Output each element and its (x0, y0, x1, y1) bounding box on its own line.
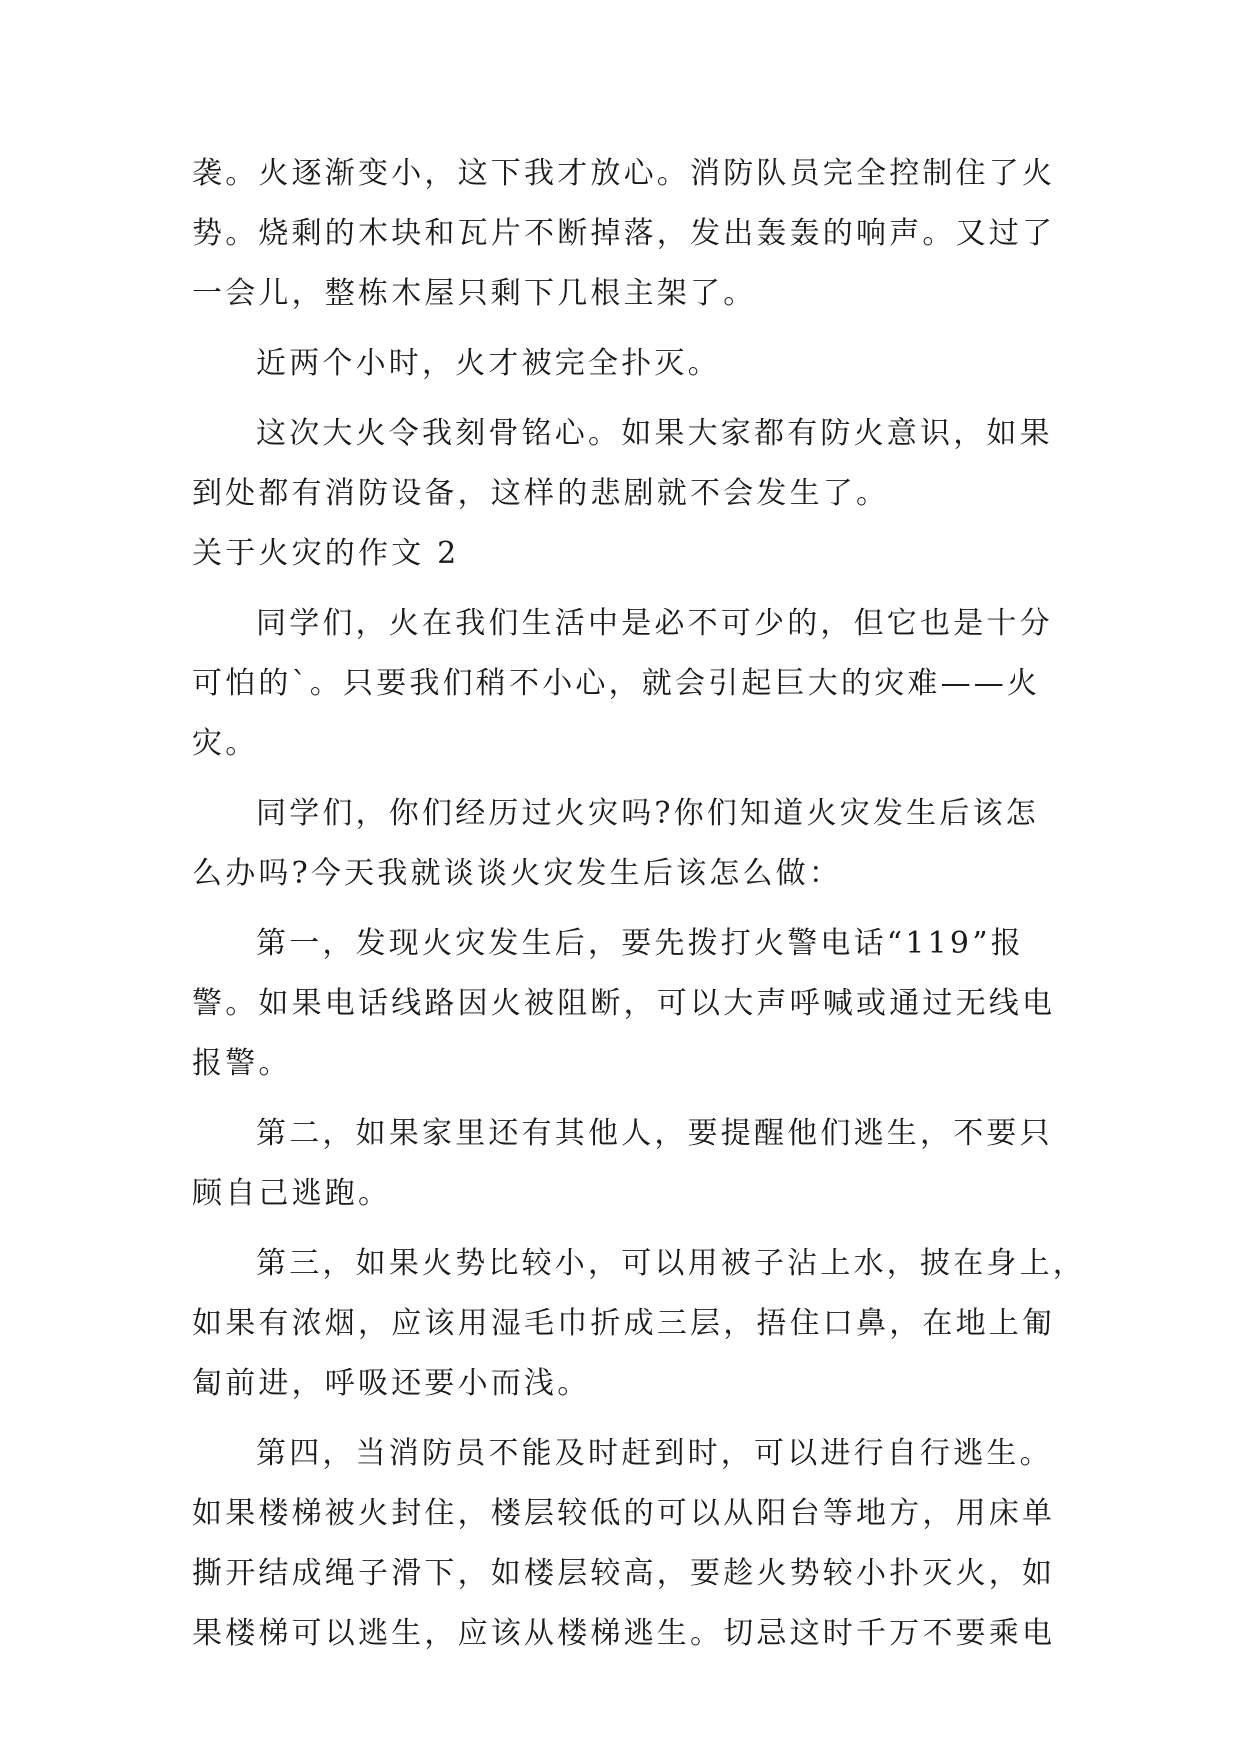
text-line: 近两个小时，火才被完全扑灭。 (256, 346, 721, 381)
text-line: 袭。火逐渐变小，这下我才放心。消防队员完全控制住了火 (192, 156, 1056, 191)
text-line: 如果有浓烟，应该用湿毛巾折成三层，捂住口鼻，在地上匍 (192, 1306, 1056, 1341)
text-line: 可怕的`。只要我们稍不小心，就会引起巨大的灾难——火 (192, 666, 1041, 701)
text-line: 灾。 (192, 726, 259, 761)
text-line: 顾自己逃跑。 (192, 1176, 392, 1211)
text-line: 同学们，火在我们生活中是必不可少的，但它也是十分 (256, 606, 1053, 641)
text-line: 么办吗?今天我就谈谈火灾发生后该怎么做： (192, 856, 843, 891)
text-line: 第一，发现火灾发生后，要先拨打火警电话“119”报 (256, 926, 1024, 961)
text-line: 第二，如果家里还有其他人，要提醒他们逃生，不要只 (256, 1116, 1053, 1151)
text-line: 第三，如果火势比较小，可以用被子沾上水，披在身上， (256, 1246, 1086, 1281)
text-line: 这次大火令我刻骨铭心。如果大家都有防火意识，如果 (256, 416, 1053, 451)
text-line: 一会儿，整栋木屋只剩下几根主架了。 (192, 276, 757, 311)
text-line: 果楼梯可以逃生，应该从楼梯逃生。切忌这时千万不要乘电 (192, 1616, 1056, 1651)
section-heading: 关于火灾的作文 2 (192, 536, 460, 571)
text-line: 如果楼梯被火封住，楼层较低的可以从阳台等地方，用床单 (192, 1496, 1056, 1531)
text-line: 到处都有消防设备，这样的悲剧就不会发生了。 (192, 476, 890, 511)
text-line: 警。如果电话线路因火被阻断，可以大声呼喊或通过无线电 (192, 986, 1056, 1021)
text-line: 第四，当消防员不能及时赶到时，可以进行自行逃生。 (256, 1436, 1053, 1471)
text-line: 撕开结成绳子滑下，如楼层较高，要趁火势较小扑灭火，如 (192, 1556, 1056, 1591)
text-line: 匐前进，呼吸还要小而浅。 (192, 1366, 591, 1401)
text-line: 势。烧剩的木块和瓦片不断掉落，发出轰轰的响声。又过了 (192, 216, 1056, 251)
text-line: 报警。 (192, 1046, 292, 1081)
text-line: 同学们，你们经历过火灾吗?你们知道火灾发生后该怎 (256, 796, 1039, 831)
